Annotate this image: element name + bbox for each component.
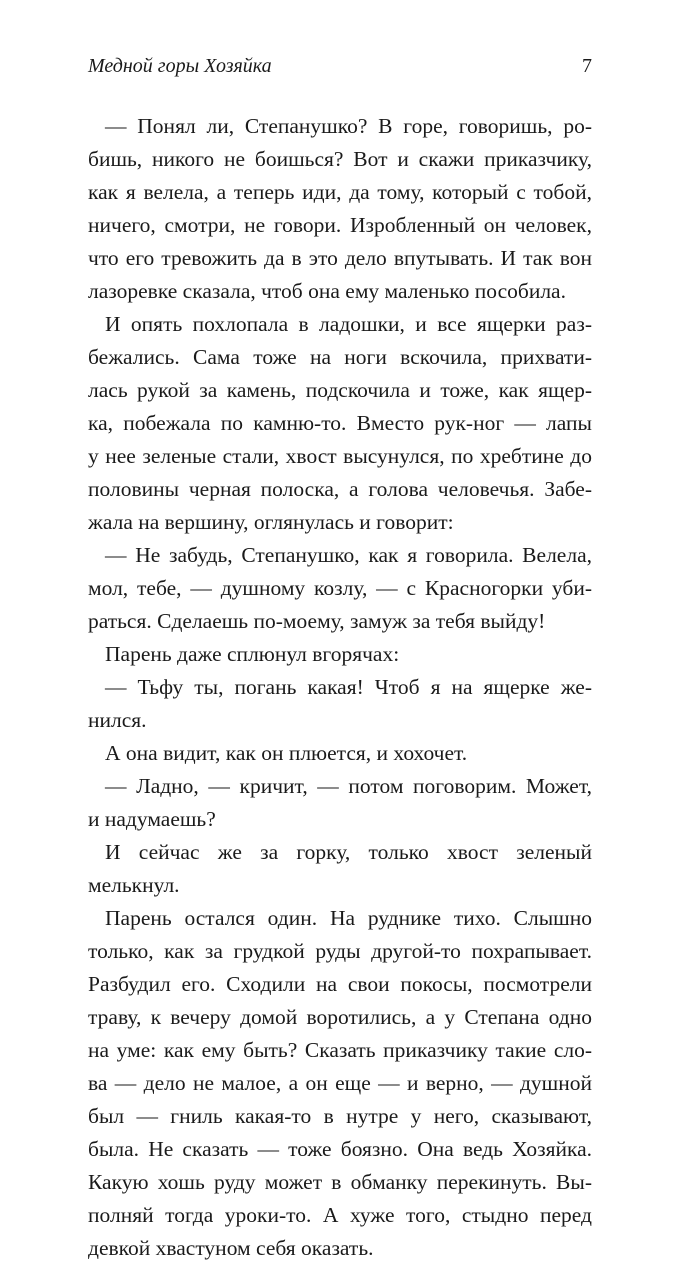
text-line: — Тьфу ты, погань какая! Чтоб я на ящерке же- (105, 675, 592, 699)
text-line: Какую хошь руду может в обманку перекинуть. Вы- (88, 1170, 592, 1194)
text-line: на уме: как ему быть? Сказать приказчику такие сло- (88, 1038, 592, 1062)
text-line: нился. (88, 708, 147, 732)
text-line: Парень остался один. На руднике тихо. Слышно (105, 906, 592, 930)
text-line: у нее зеленые стали, хвост высунулся, по хребтине до (88, 444, 592, 468)
text-line: бежались. Сама тоже на ноги вскочила, прихвати- (88, 345, 592, 369)
text-line: девкой хвастуном себя оказать. (88, 1236, 374, 1260)
text-line: И сейчас же за горку, только хвост зеленый (105, 840, 592, 864)
text-line: — Ладно, — кричит, — потом поговорим. Может, (105, 774, 592, 798)
text-line: — Не забудь, Степанушко, как я говорила. Велела, (105, 543, 592, 567)
text-line: траву, к вечеру домой воротились, а у Степана одно (88, 1005, 592, 1029)
text-line: ва — дело не малое, а он еще — и верно, — душной (88, 1071, 592, 1095)
text-line: раться. Сделаешь по-моему, замуж за тебя выйду! (88, 609, 546, 633)
text-line: что его тревожить да в это дело впутывать. И так вон (88, 246, 592, 270)
text-line: и надумаешь? (88, 807, 216, 831)
running-title: Медной горы Хозяйка (88, 55, 272, 77)
text-line: только, как за грудкой руды другой-то похрапывает. (88, 939, 592, 963)
text-line: лазоревке сказала, чтоб она ему маленько пособила. (88, 279, 566, 303)
text-line: Парень даже сплюнул вгорячах: (105, 642, 400, 666)
page-number: 7 (582, 55, 592, 77)
text-line: был — гниль какая-то в нутре у него, сказывают, (88, 1104, 592, 1128)
text-line: ничего, смотри, не говори. Изробленный он человек, (88, 213, 592, 237)
text-line: Разбудил его. Сходили на свои покосы, посмотрели (88, 972, 592, 996)
text-line: половины черная полоска, а голова человечья. Забе- (88, 477, 592, 501)
text-line: жала на вершину, оглянулась и говорит: (88, 510, 454, 534)
text-line: была. Не сказать — тоже боязно. Она ведь Хозяйка. (88, 1137, 592, 1161)
text-line: — Понял ли, Степанушко? В горе, говоришь, ро- (105, 114, 592, 138)
text-line: бишь, никого не боишься? Вот и скажи приказчику, (88, 147, 592, 171)
text-line: А она видит, как он плюется, и хохочет. (105, 741, 468, 765)
text-line: мол, тебе, — душному козлу, — с Красногорки уби- (88, 576, 592, 600)
text-line: ка, побежала по камню-то. Вместо рук-ног — лапы (88, 411, 592, 435)
text-line: И опять похлопала в ладошки, и все ящерки раз- (105, 312, 592, 336)
text-line: лась рукой за камень, подскочила и тоже, как ящер- (88, 378, 592, 402)
text-line: мелькнул. (88, 873, 180, 897)
page-header (88, 52, 592, 80)
text-line: как я велела, а теперь иди, да тому, который с тобой, (88, 180, 592, 204)
body-text (88, 110, 592, 1265)
text-line: полняй тогда уроки-то. А хуже того, стыдно перед (88, 1203, 592, 1227)
